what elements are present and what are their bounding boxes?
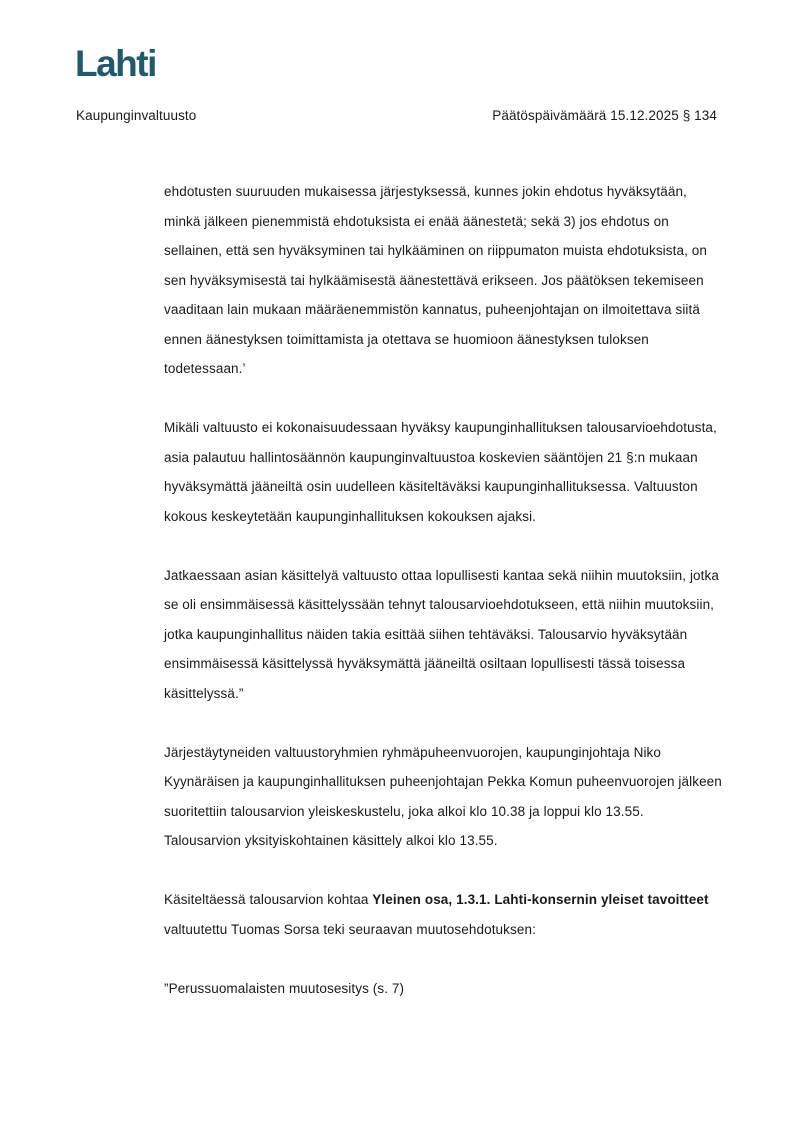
- paragraph-amendment-intro: [164, 885, 724, 944]
- date-label: Päätöspäivämäärä: [492, 108, 607, 123]
- logo-text: Lahti: [75, 45, 156, 81]
- amendment-intro-end: valtuutettu Tuomas Sorsa teki seuraavan muutosehdotuksen:: [164, 921, 536, 937]
- lahti-logo: [75, 45, 167, 81]
- document-body-name: Kaupunginvaltuusto: [76, 108, 197, 123]
- decision-date: 15.12.2025: [610, 108, 679, 123]
- paragraph-budget-return: Mikäli valtuusto ei kokonaisuudessaan hyväksy kaupunginhallituksen talousarvioehdotusta, asia palautuu hallintosäännön kaupunginvaltuustoa koskevien sääntöjen 21 §:n mukaan hyväksymättä jääneiltä osin uudelleen käsiteltäväksi kaupunginhallituksessa. Valtuuston kokous keskeytetään kaupunginhallituksen kokouksen ajaksi.: [164, 420, 717, 524]
- paragraph-voting-order: ehdotusten suuruuden mukaisessa järjestyksessä, kunnes jokin ehdotus hyväksytään, minkä jälkeen pienemmistä ehdotuksista ei enää äänestetä; sekä 3) jos ehdotus on sellainen, että sen hyväksyminen tai hylkääminen on riippumaton muista ehdotuksista, on sen hyväksymisestä tai hylkäämisestä äänestettävä erikseen. Jos päätöksen tekemiseen vaaditaan lain mukaan määräenemmistön kannatus, puheenjohtajan on ilmoitettava siitä ennen äänestyksen toimittamista ja otettava se huomioon äänestyksen tuloksen todetessaan.’: [164, 184, 707, 376]
- decision-date-header: [492, 107, 717, 125]
- paragraph-amendment-title: ”Perussuomalaisten muutosesitys (s. 7): [164, 980, 405, 996]
- document-content: [164, 177, 724, 1033]
- section-number: § 134: [682, 108, 717, 123]
- paragraph-general-discussion: Järjestäytyneiden valtuustoryhmien ryhmäpuheenvuorojen, kaupunginjohtaja Niko Kyynäräisen ja kaupunginhallituksen puheenjohtajan Pekka Komun puheenvuorojen jälkeen suoritettiin talousarvion yleiskeskustelu, joka alkoi klo 10.38 ja loppui klo 13.55. Talousarvion yksityiskohtainen käsittely alkoi klo 13.55.: [164, 744, 722, 848]
- paragraph-second-reading: Jatkaessaan asian käsittelyä valtuusto ottaa lopullisesti kantaa sekä niihin muutoksiin, jotka se oli ensimmäisessä käsittelyssään tehnyt talousarvioehdotukseen, että niihin muutoksiin, jotka kaupunginhallitus näiden takia esittää siihen tehtäväksi. Talousarvio hyväksytään ensimmäisessä käsittelyssä hyväksymättä jääneiltä osiltaan lopullisesti tässä toisessa käsittelyssä.”: [164, 567, 719, 701]
- budget-section-title: Yleinen osa, 1.3.1. Lahti-konsernin yleiset tavoitteet: [372, 892, 709, 907]
- amendment-intro-start: Käsiteltäessä talousarvion kohtaa: [164, 892, 373, 907]
